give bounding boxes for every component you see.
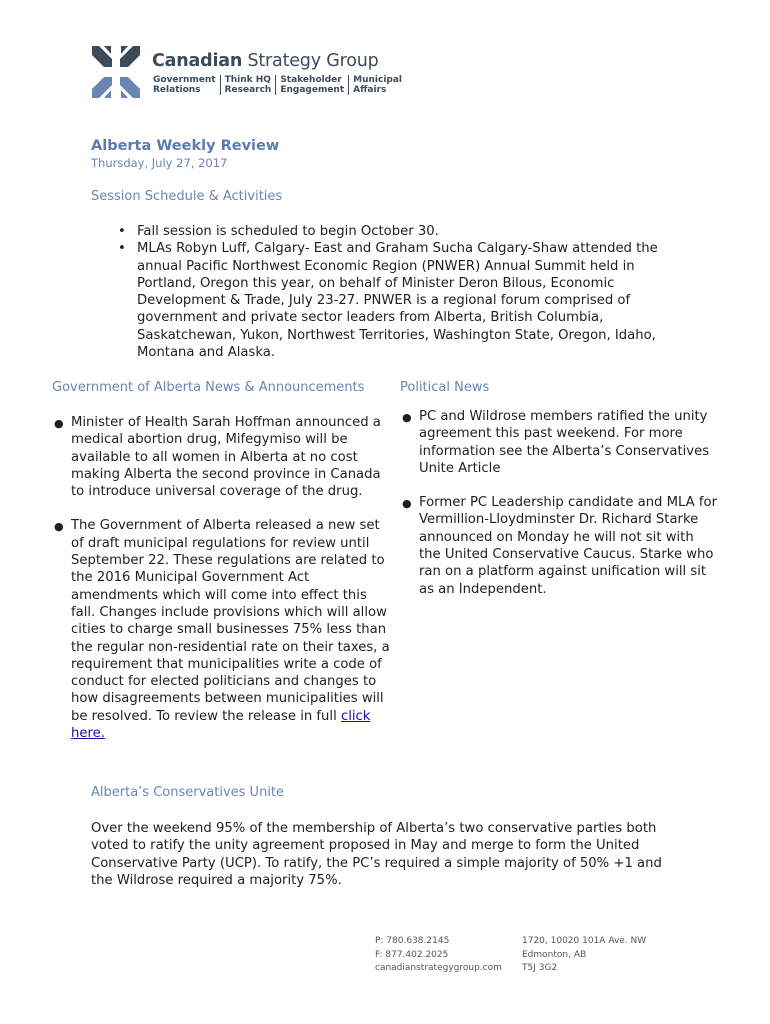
- list-item-text: Former PC Leadership candidate and MLA for Vermillion-Lloydminster Dr. Richard Starke announced on Monday he will not sit with the United Conservative Caucus. Starke who ran on a platform against unification will sit as an Independent.: [419, 495, 717, 597]
- bullet-icon: ●: [54, 417, 64, 430]
- service-research: [225, 75, 277, 95]
- bullet-icon: ●: [402, 411, 412, 424]
- bullet-icon: •: [118, 241, 126, 257]
- service-line: Affairs: [353, 85, 387, 95]
- list-item-text: Fall session is scheduled to begin October 30.: [137, 224, 439, 239]
- company-name-rest: Strategy Group: [242, 51, 379, 71]
- service-list: [153, 75, 410, 95]
- release-link[interactable]: click here.: [71, 708, 371, 742]
- company-name-bold: Canadian: [152, 51, 243, 71]
- footer-address: [522, 935, 646, 976]
- list-item: [118, 240, 697, 361]
- service-line: Engagement: [280, 85, 345, 95]
- footer-address-line: Edmonton, AB: [522, 949, 587, 960]
- list-item-text: Minister of Health Sarah Hoffman announced a medical abortion drug, Mifegymiso will be available to all women in Alberta at no cost making Alberta the second province in Canada to introduce universal coverage of the drug.: [71, 415, 381, 500]
- service-line: Municipal: [353, 75, 403, 85]
- footer-address-line: 1720, 10020 101A Ave. NW: [522, 936, 647, 946]
- gov-news-heading: Government of Alberta News & Announcements: [52, 380, 365, 395]
- document-date: Thursday, July 27, 2017: [91, 156, 228, 170]
- session-list: [118, 223, 697, 361]
- conservatives-body: Over the weekend 95% of the membership of Alberta’s two conservative parties both voted to ratify the unity agreement proposed in May and merge to form the United Conservative Party (UCP). To ratify, the PC’s required a simple majority of 50% +1 and the Wildrose required a majority 75%.: [91, 821, 662, 888]
- political-news-list: [402, 408, 719, 598]
- list-item-text: PC and Wildrose members ratified the unity agreement this past weekend. For more information see the Alberta’s Conservatives Unite Article: [419, 409, 710, 476]
- list-item: [54, 414, 394, 500]
- service-line: Think HQ: [224, 75, 271, 85]
- footer-address-line: T5J 3G2: [522, 963, 558, 973]
- footer-fax: F: 877.402.2025: [375, 949, 449, 960]
- list-item: [402, 408, 719, 477]
- service-line: Relations: [153, 85, 201, 95]
- footer-phone: P: 780.638.2145: [375, 936, 450, 946]
- service-line: Stakeholder: [280, 75, 342, 85]
- service-government-relations: [153, 75, 221, 95]
- session-heading: Session Schedule & Activities: [91, 189, 283, 204]
- service-engagement: [280, 75, 349, 95]
- list-item-text: MLAs Robyn Luff, Calgary- East and Graham Sucha Calgary-Shaw attended the annual Pacific Northwest Economic Region (PNWER) Annual Summit held in Portland, Oregon this year, on behalf of Minister Deron Bilous, Economic Development & Trade, July 23-27. PNWER is a regional forum comprised of government and private sector leaders from Alberta, British Columbia, Saskatchewan, Yukon, Northwest Territories, Washington State, Oregon, Idaho, Montana and Alaska.: [137, 241, 658, 361]
- service-municipal-affairs: [353, 75, 406, 95]
- list-item: [402, 494, 719, 598]
- footer-website: canadianstrategygroup.com: [375, 963, 502, 973]
- bullet-icon: ●: [54, 520, 64, 534]
- service-line: Government: [153, 75, 216, 85]
- document-title: Alberta Weekly Review: [91, 138, 280, 154]
- company-name: [152, 51, 379, 71]
- list-item: [54, 517, 394, 742]
- conservatives-heading: Alberta’s Conservatives Unite: [91, 785, 285, 800]
- footer-contact: [375, 935, 502, 976]
- list-item-text: The Government of Alberta released a new set of draft municipal regulations for review until September 22. These regulations are related to the 2016 Municipal Government Act amendments which will come into effect this fall. Changes include provisions which will allow cities to charge small businesses 75% less than the regular non-residential rate on their taxes, a requirement that municipalities write a code of conduct for elected politicians and changes to how disagreements between municipalities will be resolved. To review the release in full: [71, 518, 390, 724]
- company-logo-icon: [90, 44, 142, 100]
- list-item: [118, 223, 697, 240]
- political-news-heading: Political News: [400, 380, 490, 395]
- service-line: Research: [224, 85, 272, 95]
- bullet-icon: •: [118, 224, 126, 239]
- bullet-icon: ●: [402, 497, 412, 511]
- gov-news-list: [54, 414, 394, 742]
